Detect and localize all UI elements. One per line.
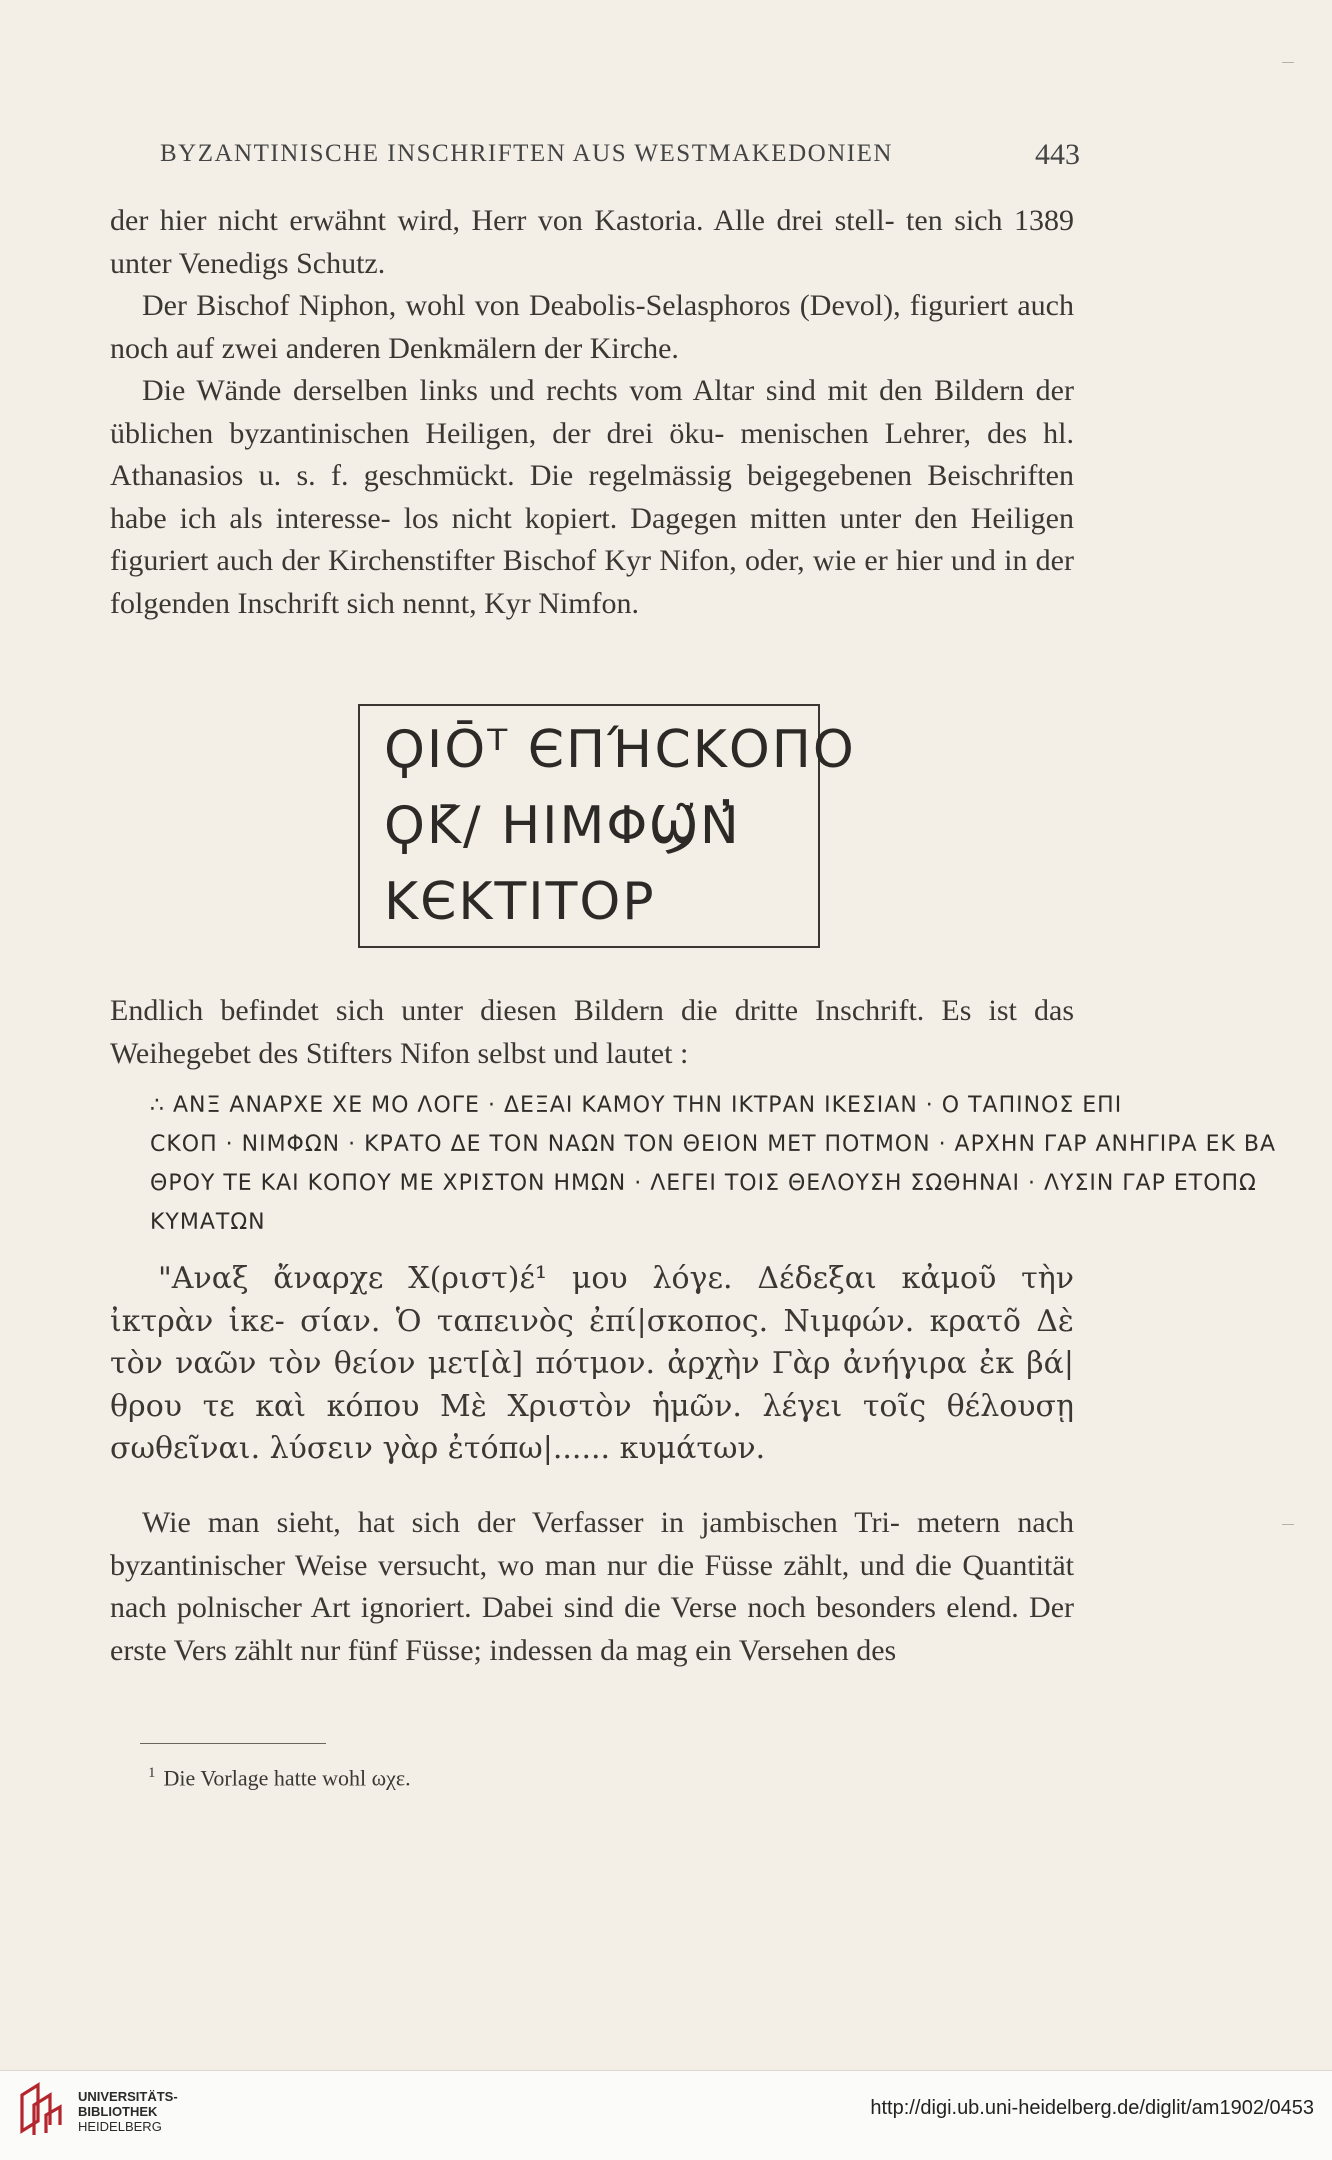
library-name-line: BIBLIOTHEK bbox=[78, 2104, 158, 2119]
source-url-link[interactable]: http://digi.ub.uni-heidelberg.de/diglit/am1902/0453 bbox=[870, 2097, 1314, 2119]
text-block-bottom bbox=[110, 1502, 1074, 1672]
running-title: BYZANTINISCHE INSCHRIFTEN AUS WESTMAKEDONIEN bbox=[160, 140, 893, 167]
paragraph: Endlich befindet sich unter diesen Bildern die dritte Inschrift. Es ist das Weihegebet des Stifters Nifon selbst und lautet : bbox=[110, 994, 1074, 1070]
inscription-box-line: ΚЄΚΤΙΤΟΡ bbox=[384, 872, 656, 932]
inscription-line: CΚΟΠ · ΝΙΜΦΩΝ · ΚΡΑΤΟ ΔΕ ΤΟΝ ΝΑΩΝ ΤΟΝ ΘΕΙΟΝ ΜΕΤ ΠΟΤΜΟΝ · ΑΡΧΗΝ ΓΑΡ ΑΝΗΓΙΡΑ ΕΚ ΒΑ bbox=[150, 1132, 1277, 1157]
paragraph: Die Wände derselben links und rechts vom Altar sind mit den Bildern der üblichen byzantinischen Heiligen, der drei öku- menischen Lehrer, des hl. Athanasios u. s. f. geschmückt. Die regelmässig beigegebenen Beischriften habe ich als interesse- los nicht kopiert. Dagegen mitten unter den Heiligen figuriert auch der Kirchenstifter Bischof Kyr Nifon, oder, wie er hier und in der folgenden Inschrift sich nennt, Kyr Nimfon. bbox=[110, 374, 1074, 620]
inscription-line: ΚΥΜΑΤΩΝ bbox=[150, 1210, 266, 1235]
library-logo-icon[interactable] bbox=[16, 2081, 66, 2137]
inscription-line: ∴ ΑΝΞ ΑΝΑΡΧΕ ΧΕ ΜΟ ΛΟΓΕ · ΔΕΞΑΙ ΚΑΜΟΥ ΤΗΝ ΙΚΤΡΑΝ ΙΚΕΣΙΑΝ · Ο ΤΑΠΙΝΟΣ ΕΠΙ bbox=[150, 1093, 1123, 1118]
paragraph: "Αναξ ἄναρχε Χ(ριστ)έ¹ μου λόγε. Δέδεξαι κἀμοῦ τὴν ἰκτρὰν ἱκε- σίαν. Ὁ ταπεινὸς ἐπί|σκοπος. Νιμφών. κρατõ Δὲ τὸν ναῶν τὸν θείον μετ[ὰ] πότμον. ἀρχὴν Γὰρ ἀνήγιρα ἐκ βά|θρου τε καὶ κόπου Μὲ Χριστὸν ἡμῶν. λέγει τοῖς θέλουσῃ σωθεῖναι. λύσειν γὰρ ἐτόπω|...... κυμάτων. bbox=[110, 1261, 1074, 1466]
inscription-box bbox=[358, 704, 856, 948]
running-header bbox=[160, 134, 1080, 174]
paragraph: der hier nicht erwähnt wird, Herr von Kastoria. Alle drei stell- ten sich 1389 unter Venedigs Schutz. bbox=[110, 204, 1074, 280]
footnote-rule bbox=[140, 1743, 326, 1744]
paragraph: Der Bischof Niphon, wohl von Deabolis-Selasphoros (Devol), figuriert auch noch auf zwei anderen Denkmälern der Kirche. bbox=[110, 289, 1074, 365]
library-name bbox=[78, 2089, 178, 2134]
greek-transcription bbox=[110, 1258, 1074, 1471]
footnote-text: Die Vorlage hatte wohl ωχε. bbox=[163, 1765, 411, 1791]
text-block-mid bbox=[110, 990, 1074, 1075]
page-number: 443 bbox=[1035, 138, 1080, 171]
library-footer bbox=[0, 2070, 1332, 2160]
library-name-line: UNIVERSITÄTS- bbox=[78, 2089, 178, 2104]
footnote bbox=[148, 1765, 411, 1791]
paragraph: Wie man sieht, hat sich der Verfasser in jambischen Tri- metern nach byzantinischer Weise versucht, wo man nur die Füsse zählt, und die Quantität nach polnischer Art ignoriert. Dabei sind die Verse noch besonders elend. Der erste Vers zählt nur fünf Füsse; indessen da mag ein Versehen des bbox=[110, 1506, 1074, 1667]
edge-mark bbox=[1282, 1524, 1294, 1525]
footnote-marker: 1 bbox=[148, 1765, 156, 1781]
inscription-line: ΘΡΟΥ ΤΕ ΚΑΙ ΚΟΠΟΥ ΜΕ ΧΡΙΣΤΟΝ ΗΜΩΝ · ΛΕΓΕΙ ΤΟΙΣ ΘΕΛΟΥΣΗ ΣΩΘΗΝΑΙ · ΛΥΣΙΝ ΓΑΡ ΕΤΟΠΩ bbox=[150, 1171, 1257, 1196]
inscription-box-line: ϘΚ̄/ ΗΙΜΦϢ̃Ν̓ bbox=[384, 796, 741, 856]
edge-mark bbox=[1282, 62, 1294, 63]
inscription-transcript bbox=[150, 1086, 1277, 1242]
inscription-box-line: ϘΙŌᵀ ЄΠΉCΚΟΠΟ bbox=[384, 720, 856, 780]
library-name-line: HEIDELBERG bbox=[78, 2119, 162, 2134]
text-block-top bbox=[110, 200, 1074, 625]
